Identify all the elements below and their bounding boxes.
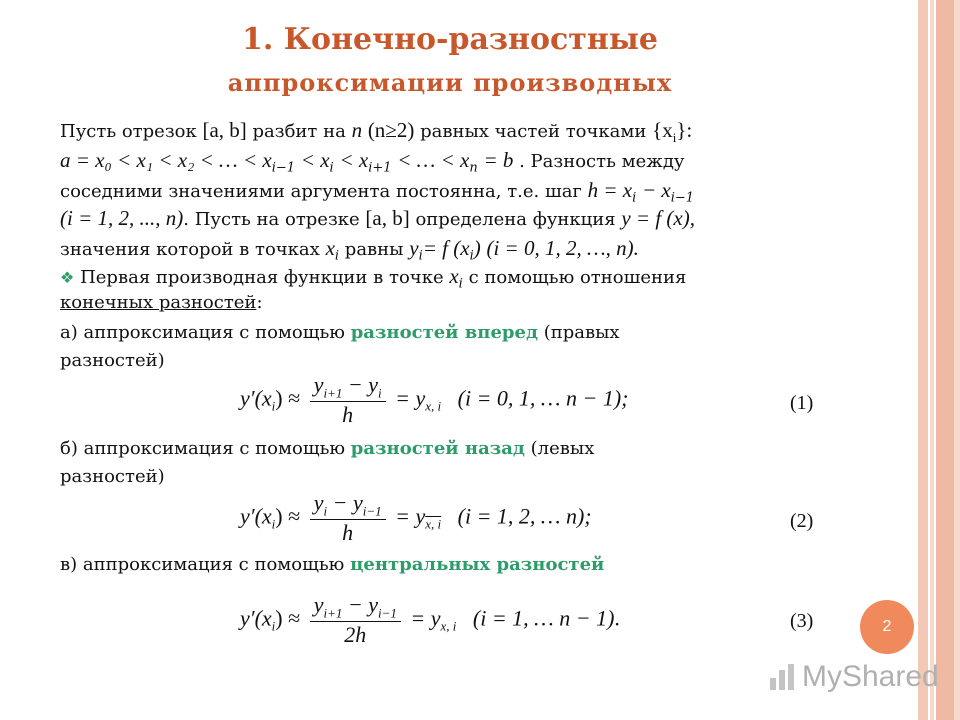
math-segment: [a, b]	[365, 206, 410, 230]
decor-stripe	[954, 0, 960, 720]
text-line-a2: разностей)	[60, 350, 165, 371]
formula-rhs: = y	[410, 605, 441, 631]
fraction: $\frac{y_{i+1} - y_i}{h}$	[310, 372, 386, 428]
text: значения которой в точках	[60, 239, 320, 260]
text-line-a	[60, 322, 620, 343]
math-segment: [a, b]	[202, 118, 247, 142]
fraction-numerator: y	[313, 372, 324, 397]
formula-range: (i = 1, 2, … n);	[457, 503, 592, 529]
text: равных частей точками	[420, 121, 647, 142]
math-values: )	[473, 236, 481, 260]
formula-rhs-sub: x, i	[440, 618, 457, 634]
math-sub: i	[672, 130, 677, 146]
fraction-numerator: − y	[347, 372, 378, 397]
text: соседними значениями аргумента постоянна, т.е. шаг	[60, 181, 582, 202]
fraction-numerator: y	[313, 592, 324, 617]
math-step: − x	[642, 178, 671, 202]
math-xi: x	[325, 236, 335, 260]
math-partition: < x	[339, 148, 369, 172]
text: Первая производная функции в точке	[80, 267, 444, 288]
formula-range: (i = 1, … n − 1)	[472, 605, 615, 631]
math-partition: < x	[300, 148, 330, 172]
text-line-2: a = x₀ < x₁ < x₂ < … < $x_{i-1} < x_i < x_{i+1}$ < … < $x_n = b$ . Разность между	[60, 148, 685, 176]
text: . Разность между	[519, 151, 685, 172]
fraction: $\frac{y_{i+1} - y_{i-1}}{2h}$	[310, 592, 401, 648]
brand-text: MyShared	[802, 660, 939, 693]
formula-rhs: = y	[395, 503, 426, 529]
highlight-forward-differences: разностей вперед	[350, 322, 538, 343]
text: (левых	[530, 438, 595, 459]
equation-number-1: (1)	[790, 392, 814, 414]
formula-lhs: y′(x	[240, 605, 272, 631]
text-line-3: соседними значениями аргумента постоянна, т.е. шаг $h = x_i - x_{i-1}$	[60, 178, 695, 206]
text-line-5: значения которой в точках $x_i$ равны $y_i= f$ $(x_i) (i = 0$, 1, 2, …, n).	[60, 236, 639, 264]
diamond-bullet-icon: ❖	[60, 268, 75, 287]
highlight-backward-differences: разностей назад	[350, 438, 525, 459]
math-points: {x	[652, 118, 673, 142]
decor-stripe	[936, 0, 954, 720]
brand-watermark	[770, 660, 939, 694]
equation-number-2: (2)	[790, 510, 814, 532]
text: равны	[344, 239, 404, 260]
bar-chart-logo-icon	[770, 664, 796, 690]
text: в) аппроксимация с помощью	[60, 554, 345, 575]
text-line-7	[60, 292, 263, 313]
text: определена функция	[415, 209, 616, 230]
text-line-b	[60, 438, 594, 459]
text-line-4	[60, 206, 695, 231]
fraction-denominator: 2h	[344, 622, 367, 648]
slide-title-line2: аппроксимации производных	[227, 68, 673, 97]
math-partition: a = x₀ < x₁ < x₂ < … < x	[60, 148, 272, 172]
formula-rhs-sub: x, i	[425, 398, 442, 414]
formula-3: $y'(x_i)$ ≈ $\frac{y_{i+1} - y_{i-1}}{2h}$ = $y_{x, i}$ (i = 1, … n − 1).	[240, 592, 620, 648]
formula-1: $y'(x_i)$ ≈ $\frac{y_{i+1} - y_i}{h}$ = $y_{x, i}$ (i = 0, 1, … n − 1);	[240, 372, 629, 428]
math-partition: = b	[483, 148, 514, 172]
fraction-numerator: − y	[347, 592, 378, 617]
underlined-term: конечных разностей	[60, 292, 257, 313]
math-n: n	[351, 118, 363, 142]
math-values: = f (x	[422, 236, 470, 260]
text-line-c	[60, 554, 604, 575]
text: разбит на	[252, 121, 346, 142]
text: :	[256, 292, 263, 313]
equation-number-3: (3)	[790, 610, 814, 632]
formula-range: (i = 0, 1, … n − 1);	[457, 385, 629, 411]
text: . Пусть на отрезке	[183, 209, 360, 230]
formula-lhs: y′(x	[240, 503, 272, 529]
text: (правых	[543, 322, 620, 343]
math-values: y	[409, 236, 419, 260]
formula-2: $y'(x_i)$ ≈ $\frac{y_i - y_{i-1}}{h}$ = $y_{x, i}$ (i = 1, 2, … n);	[240, 490, 592, 546]
highlight-central-differences: центральных разностей	[350, 554, 605, 575]
decor-stripe	[930, 0, 934, 720]
text: Пусть отрезок	[60, 121, 197, 142]
text-line-b2: разностей)	[60, 466, 165, 487]
fraction-numerator: − y	[332, 490, 363, 515]
math-points-end: }:	[676, 118, 693, 142]
text-line-6: ❖ Первая производная функции в точке $x_i$ с помощью отношения	[60, 264, 687, 292]
math-partition: < … < x	[397, 148, 470, 172]
text-line-1	[60, 118, 692, 146]
text: б) аппроксимация с помощью	[60, 438, 346, 459]
math-condition: (n≥2)	[367, 118, 415, 142]
text: с помощью отношения	[468, 267, 687, 288]
math-range: (i = 0, 1, 2, …, n).	[486, 236, 639, 260]
math-function: y = f (x),	[621, 206, 695, 230]
fraction-numerator: y	[313, 490, 324, 515]
page-number-badge: 2	[860, 600, 914, 654]
fraction-denominator: h	[342, 402, 354, 428]
math-xi: x	[449, 264, 459, 288]
formula-lhs: y′(x	[240, 385, 272, 411]
text: а) аппроксимация с помощью	[60, 322, 345, 343]
fraction: $\frac{y_i - y_{i-1}}{h}$	[310, 490, 386, 546]
decor-stripe	[918, 0, 928, 720]
formula-rhs: = y	[395, 385, 426, 411]
math-step: h = x	[587, 178, 633, 202]
math-range: (i = 1, 2, ..., n)	[60, 206, 184, 230]
formula-rhs-sub: x, i	[425, 516, 442, 532]
fraction-denominator: h	[342, 520, 354, 546]
slide-title-line1: 1. Конечно-разностные	[242, 22, 658, 57]
